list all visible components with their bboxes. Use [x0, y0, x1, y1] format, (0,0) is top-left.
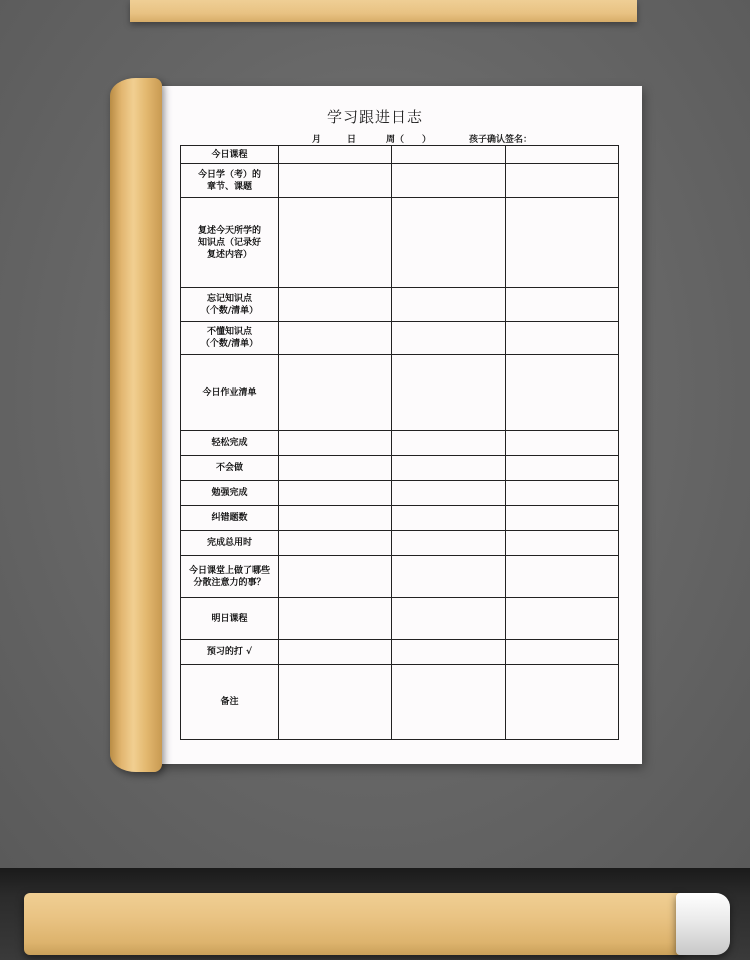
entry-cell: [392, 481, 505, 506]
left-scroll-roller: [110, 78, 162, 772]
document-title: 学习跟进日志: [326, 108, 423, 126]
row-label: 明日课程: [181, 598, 279, 640]
study-log-table: [180, 145, 619, 740]
table-row: [181, 355, 619, 431]
row-label: 完成总用时: [181, 531, 279, 556]
entry-cell: [279, 640, 392, 665]
row-label: 勉强完成: [181, 481, 279, 506]
entry-cell: [505, 456, 618, 481]
entry-cell: [392, 556, 505, 598]
entry-cell: [505, 640, 618, 665]
entry-cell: [279, 198, 392, 288]
entry-cell: [279, 288, 392, 322]
row-label: 今日课堂上做了哪些 分散注意力的事？: [181, 556, 279, 598]
entry-cell: [505, 481, 618, 506]
entry-cell: [392, 146, 505, 164]
row-label: 不懂知识点 （个数/清单）: [181, 322, 279, 355]
row-label: 纠错题数: [181, 506, 279, 531]
entry-cell: [279, 481, 392, 506]
table-row: [181, 598, 619, 640]
entry-cell: [392, 322, 505, 355]
table-row: [181, 146, 619, 164]
table-row: [181, 481, 619, 506]
entry-cell: [279, 431, 392, 456]
table-row: [181, 288, 619, 322]
header-month: 月: [312, 135, 322, 145]
entry-cell: [279, 164, 392, 198]
table-row: [181, 431, 619, 456]
bottom-scroll-end-cap: [676, 893, 730, 955]
entry-cell: [392, 355, 505, 431]
entry-cell: [505, 431, 618, 456]
entry-cell: [392, 456, 505, 481]
header-week: 周（ ）: [386, 135, 432, 145]
entry-cell: [279, 556, 392, 598]
table-row: [181, 198, 619, 288]
row-label: 备注: [181, 665, 279, 740]
row-label: 今日学（考）的 章节、课题: [181, 164, 279, 198]
entry-cell: [392, 506, 505, 531]
entry-cell: [392, 164, 505, 198]
entry-cell: [279, 506, 392, 531]
table-row: [181, 456, 619, 481]
entry-cell: [392, 431, 505, 456]
top-scroll-roller: [130, 0, 637, 22]
entry-cell: [392, 288, 505, 322]
row-label: 今日作业清单: [181, 355, 279, 431]
entry-cell: [505, 288, 618, 322]
table-row: [181, 322, 619, 355]
entry-cell: [505, 556, 618, 598]
row-label: 忘记知识点 （个数/清单）: [181, 288, 279, 322]
entry-cell: [392, 531, 505, 556]
row-label: 预习的打 √: [181, 640, 279, 665]
entry-cell: [505, 598, 618, 640]
entry-cell: [505, 355, 618, 431]
table-row: [181, 640, 619, 665]
entry-cell: [279, 456, 392, 481]
entry-cell: [279, 355, 392, 431]
row-label: 复述今天所学的 知识点（记录好 复述内容）: [181, 198, 279, 288]
row-label: 不会做: [181, 456, 279, 481]
entry-cell: [279, 598, 392, 640]
table-row: [181, 665, 619, 740]
table-row: [181, 506, 619, 531]
entry-cell: [392, 640, 505, 665]
table-row: [181, 556, 619, 598]
header-day: 日: [347, 135, 357, 145]
entry-cell: [279, 146, 392, 164]
bottom-scroll-roller: [24, 893, 684, 955]
entry-cell: [279, 531, 392, 556]
row-label: 今日课程: [181, 146, 279, 164]
header-signature: 孩子确认签名：: [469, 135, 533, 145]
entry-cell: [505, 198, 618, 288]
entry-cell: [392, 665, 505, 740]
entry-cell: [392, 598, 505, 640]
entry-cell: [279, 665, 392, 740]
entry-cell: [505, 164, 618, 198]
table-row: [181, 531, 619, 556]
entry-cell: [279, 322, 392, 355]
entry-cell: [505, 506, 618, 531]
entry-cell: [505, 146, 618, 164]
entry-cell: [505, 665, 618, 740]
table-row: [181, 164, 619, 198]
entry-cell: [392, 198, 505, 288]
entry-cell: [505, 531, 618, 556]
entry-cell: [505, 322, 618, 355]
row-label: 轻松完成: [181, 431, 279, 456]
